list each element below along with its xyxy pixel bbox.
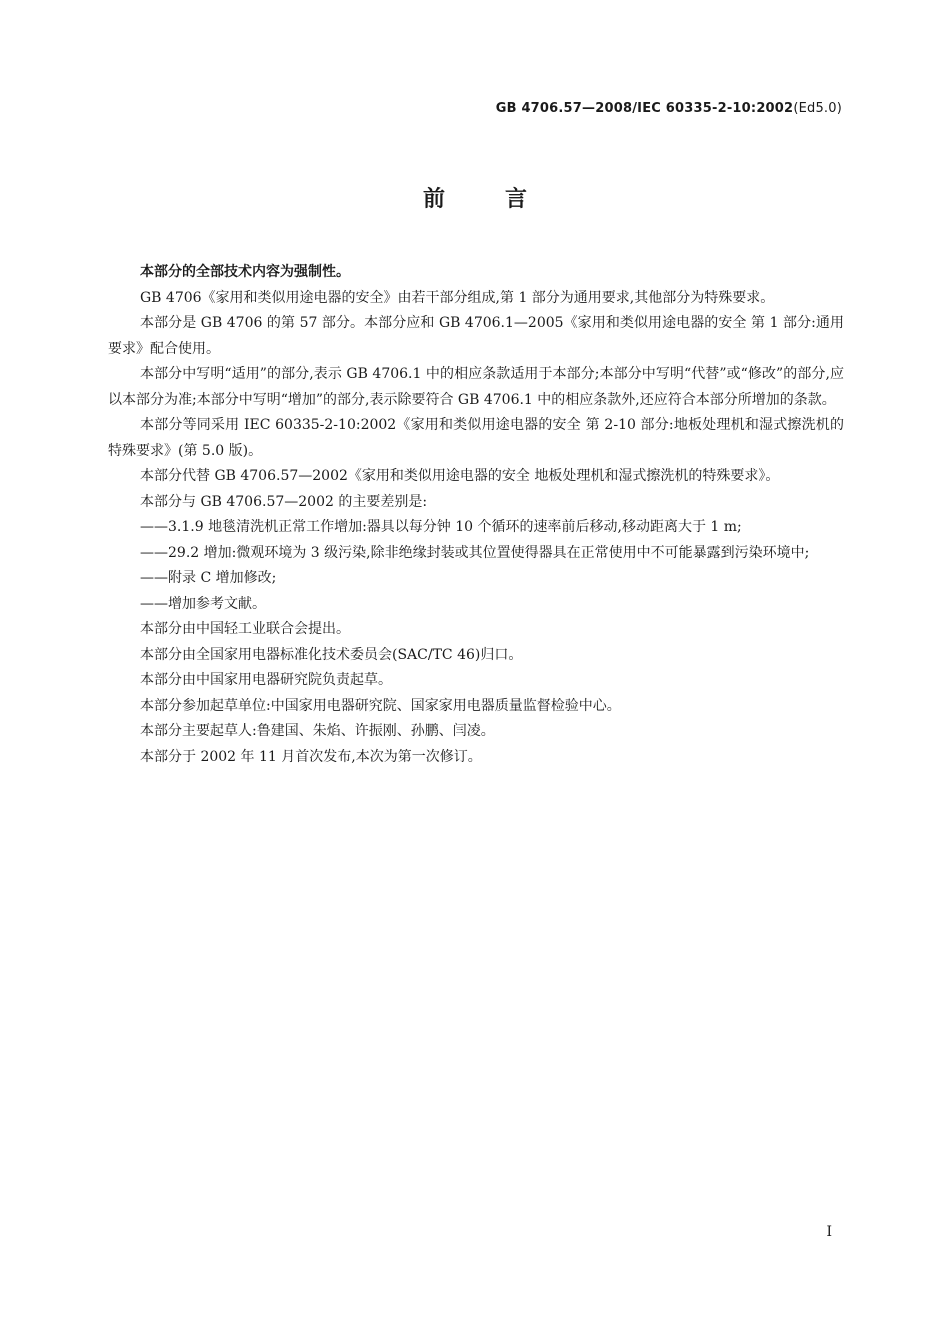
paragraph: 本部分等同采用 IEC 60335-2-10:2002《家用和类似用途电器的安全 第 2-10 部分:地板处理机和湿式擦洗机的特殊要求》(第 5.0 版)。 <box>108 417 844 459</box>
page-title: 前言 <box>422 187 587 212</box>
paragraph: 本部分中写明“适用”的部分,表示 GB 4706.1 中的相应条款适用于本部分;本部分中写明“代替”或“修改”的部分,应以本部分为准;本部分中写明“增加”的部分,表示除要符合 GB 4706.1 中的相应条款外,还应符合本部分所增加的条款。 <box>108 366 844 408</box>
list-item: ——29.2 增加:微观环境为 3 级污染,除非绝缘封装或其位置使得器具在正常使用中不可能暴露到污染环境中; <box>140 544 810 561</box>
list-item: ——附录 C 增加修改; <box>140 570 277 586</box>
foreword-body <box>108 260 844 770</box>
standard-code: GB 4706.57—2008/IEC 60335-2-10:2002 <box>495 101 794 116</box>
list-item: ——3.1.9 地毯清洗机正常工作增加:器具以每分钟 10 个循环的速率前后移动,移动距离大于 1 m; <box>140 519 742 535</box>
mandatory-statement: 本部分的全部技术内容为强制性。 <box>140 264 350 280</box>
paragraph: 本部分代替 GB 4706.57—2002《家用和类似用途电器的安全 地板处理机和湿式擦洗机的特殊要求》。 <box>140 468 780 484</box>
paragraph: 本部分主要起草人:鲁建国、朱焰、许振刚、孙鹏、闫凌。 <box>140 723 495 739</box>
paragraph: 本部分于 2002 年 11 月首次发布,本次为第一次修订。 <box>140 748 482 765</box>
paragraph: 本部分与 GB 4706.57—2002 的主要差别是: <box>140 493 428 510</box>
paragraph: 本部分参加起草单位:中国家用电器研究院、国家家用电器质量监督检验中心。 <box>140 697 621 714</box>
page-number: I <box>826 1224 832 1240</box>
document-header <box>496 101 842 116</box>
edition-label: (Ed5.0) <box>793 101 842 116</box>
paragraph: 本部分由中国家用电器研究院负责起草。 <box>140 672 392 688</box>
paragraph: 本部分由全国家用电器标准化技术委员会(SAC/TC 46)归口。 <box>140 646 523 663</box>
paragraph: 本部分是 GB 4706 的第 57 部分。本部分应和 GB 4706.1—2005《家用和类似用途电器的安全 第 1 部分:通用要求》配合使用。 <box>108 315 844 357</box>
paragraph: GB 4706《家用和类似用途电器的安全》由若干部分组成,第 1 部分为通用要求,其他部分为特殊要求。 <box>140 289 775 306</box>
paragraph: 本部分由中国轻工业联合会提出。 <box>140 621 350 637</box>
list-item: ——增加参考文献。 <box>140 595 266 612</box>
